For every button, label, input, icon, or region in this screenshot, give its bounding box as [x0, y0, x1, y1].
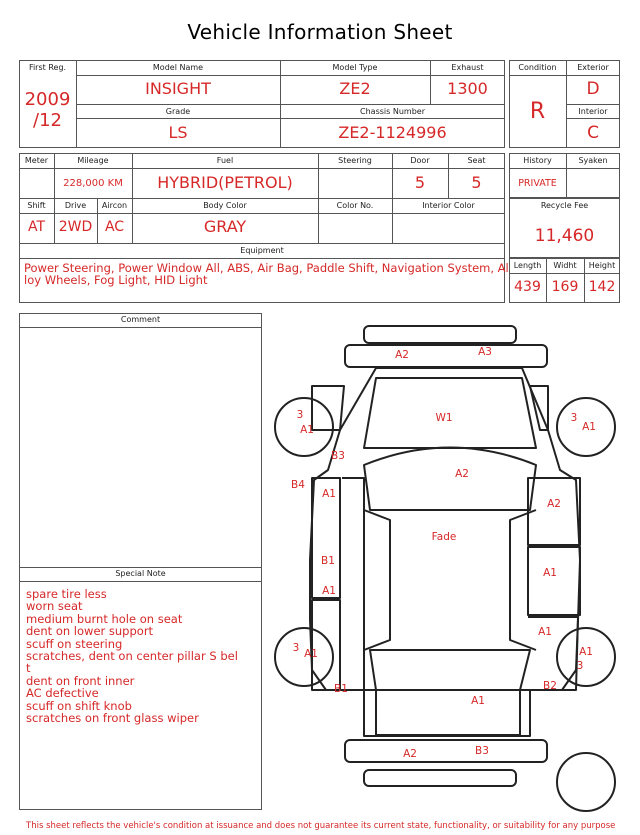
recycle-fee-label: Recycle Fee	[540, 201, 589, 210]
damage-right-rear-tire: A1	[579, 645, 593, 658]
special-note-item: scratches, dent on center pillar S bel	[26, 649, 238, 664]
damage-left-rear-tire: A1	[304, 647, 318, 660]
spare-tire-outline	[557, 753, 615, 811]
door-label: Door	[410, 156, 430, 165]
length-label: Length	[513, 261, 542, 270]
left-inner-panel-outline	[342, 478, 364, 690]
damage-front-bumper-right: A3	[478, 345, 492, 358]
damage-roof: Fade	[431, 530, 457, 543]
shift-label: Shift	[27, 201, 46, 210]
exhaust-label: Exhaust	[451, 63, 484, 72]
exhaust-value: 1300	[447, 79, 488, 98]
comment-box	[19, 313, 262, 810]
grade-label: Grade	[165, 107, 191, 116]
left-mirror-outline	[312, 386, 344, 430]
right-pillar-outline	[510, 510, 536, 650]
drive-value: 2WD	[58, 219, 93, 235]
fuel-value: HYBRID(PETROL)	[157, 173, 293, 192]
damage-left-front-tire-num: 3	[296, 408, 304, 421]
syaken-label: Syaken	[578, 156, 608, 165]
special-note-item: AC defective	[26, 686, 99, 701]
special-note-item: worn seat	[26, 599, 83, 614]
equipment-line: Power Steering, Power Window All, ABS, Air Bag, Paddle Shift, Navigation System, Al	[24, 261, 509, 275]
model-type-value: ZE2	[339, 79, 371, 98]
front-bumper-lower-outline	[345, 345, 547, 367]
condition-value: R	[529, 99, 546, 124]
interior-color-label: Interior Color	[422, 201, 475, 210]
special-note-item: t	[26, 661, 31, 676]
rear-bumper-lower-outline	[364, 770, 516, 786]
rear-window-outline	[370, 650, 530, 690]
mileage-label: Mileage	[77, 156, 109, 165]
damage-left-rear-quarter: B1	[334, 682, 348, 695]
equipment-label: Equipment	[240, 246, 284, 255]
first-reg-label: First Reg.	[28, 63, 67, 72]
damage-trunk: A1	[471, 694, 485, 707]
first-reg-year: 2009	[24, 89, 71, 110]
damage-rear-bumper-right: B3	[475, 744, 489, 757]
damage-left-front-door-a: A1	[322, 584, 336, 597]
width-value: 169	[551, 279, 579, 295]
damage-right-lower: B2	[543, 679, 557, 692]
damage-left-front-fender: B3	[331, 449, 345, 462]
exterior-label: Exterior	[577, 63, 609, 72]
steering-label: Steering	[338, 156, 372, 165]
damage-right-front-door: A2	[547, 497, 561, 510]
car-damage-diagram	[262, 320, 640, 820]
body-color-label: Body Color	[203, 201, 247, 210]
damage-right-front-tire: A1	[582, 420, 596, 433]
length-value: 439	[514, 279, 541, 295]
aircon-value: AC	[104, 219, 125, 235]
meter-label: Meter	[24, 156, 49, 165]
damage-right-rear-tire-num: 3	[576, 659, 584, 672]
equipment-text	[24, 261, 509, 288]
history-label: History	[523, 156, 552, 165]
first-reg-month: /12	[33, 110, 62, 131]
special-note-item: scratches on front glass wiper	[26, 711, 199, 726]
damage-left-pillar: B4	[291, 478, 305, 491]
chassis-number-value: ZE2-1124996	[338, 123, 447, 142]
special-note-item: dent on front inner	[26, 673, 135, 688]
roof-front-outline	[364, 448, 536, 511]
height-value: 142	[588, 279, 616, 295]
left-pillar-outline	[364, 510, 390, 650]
special-note-list	[26, 588, 260, 724]
front-bumper-outline	[364, 326, 516, 343]
damage-right-front-tire-num: 3	[570, 411, 578, 424]
model-type-label: Model Type	[332, 63, 378, 72]
interior-value: C	[587, 123, 599, 143]
comment-label: Comment	[120, 315, 161, 324]
height-label: Height	[588, 261, 616, 270]
rear-bumper-outline	[345, 740, 547, 762]
right-rear-door-outline	[528, 547, 580, 615]
special-note-item: spare tire less	[26, 587, 107, 601]
aircon-label: Aircon	[101, 201, 128, 210]
damage-front-bumper-left: A2	[395, 348, 409, 361]
door-value: 5	[414, 173, 426, 192]
color-no-label: Color No.	[336, 201, 374, 210]
damage-left-front-door-b: B1	[321, 554, 335, 567]
model-name-label: Model Name	[152, 63, 204, 72]
exterior-value: D	[586, 79, 600, 99]
right-front-door-outline	[528, 478, 580, 545]
chassis-number-label: Chassis Number	[360, 107, 425, 116]
special-note-item: scuff on steering	[26, 636, 123, 651]
damage-left-front-tire: A1	[300, 423, 314, 436]
shift-value: AT	[27, 219, 46, 235]
drive-label: Drive	[64, 201, 87, 210]
grade-value: LS	[168, 123, 188, 142]
disclaimer-footer: This sheet reflects the vehicle's condition at issuance and does not guarantee its current state, functionality, or suitability for any purpose	[26, 821, 616, 831]
special-note-label: Special Note	[115, 569, 166, 578]
equipment-line: loy Wheels, Fog Light, HID Light	[24, 273, 208, 288]
special-note-item: medium burnt hole on seat	[26, 611, 183, 626]
damage-hood: A2	[455, 467, 469, 480]
model-name-value: INSIGHT	[145, 79, 211, 98]
special-note-item: dent on lower support	[26, 624, 154, 639]
condition-label: Condition	[518, 63, 557, 72]
damage-left-rear-tire-num: 3	[292, 641, 300, 654]
seat-value: 5	[471, 173, 482, 192]
page-title: Vehicle Information Sheet	[187, 20, 453, 44]
fuel-label: Fuel	[216, 156, 234, 165]
damage-windshield: W1	[435, 411, 453, 424]
trunk-outline	[364, 690, 530, 736]
damage-right-rear-door: A1	[543, 566, 557, 579]
mileage-value: 228,000 KM	[63, 178, 123, 189]
seat-label: Seat	[467, 156, 486, 165]
damage-rear-bumper-left: A2	[403, 747, 417, 760]
damage-left-front-door-upper: A1	[322, 487, 336, 500]
interior-label: Interior	[578, 107, 608, 116]
width-label: Widht	[553, 261, 577, 270]
recycle-fee-value: 11,460	[534, 226, 595, 246]
body-color-value: GRAY	[203, 217, 247, 236]
special-note-item: scuff on shift knob	[26, 698, 132, 713]
history-value: PRIVATE	[518, 178, 557, 189]
damage-right-rear-quarter: A1	[538, 625, 552, 638]
